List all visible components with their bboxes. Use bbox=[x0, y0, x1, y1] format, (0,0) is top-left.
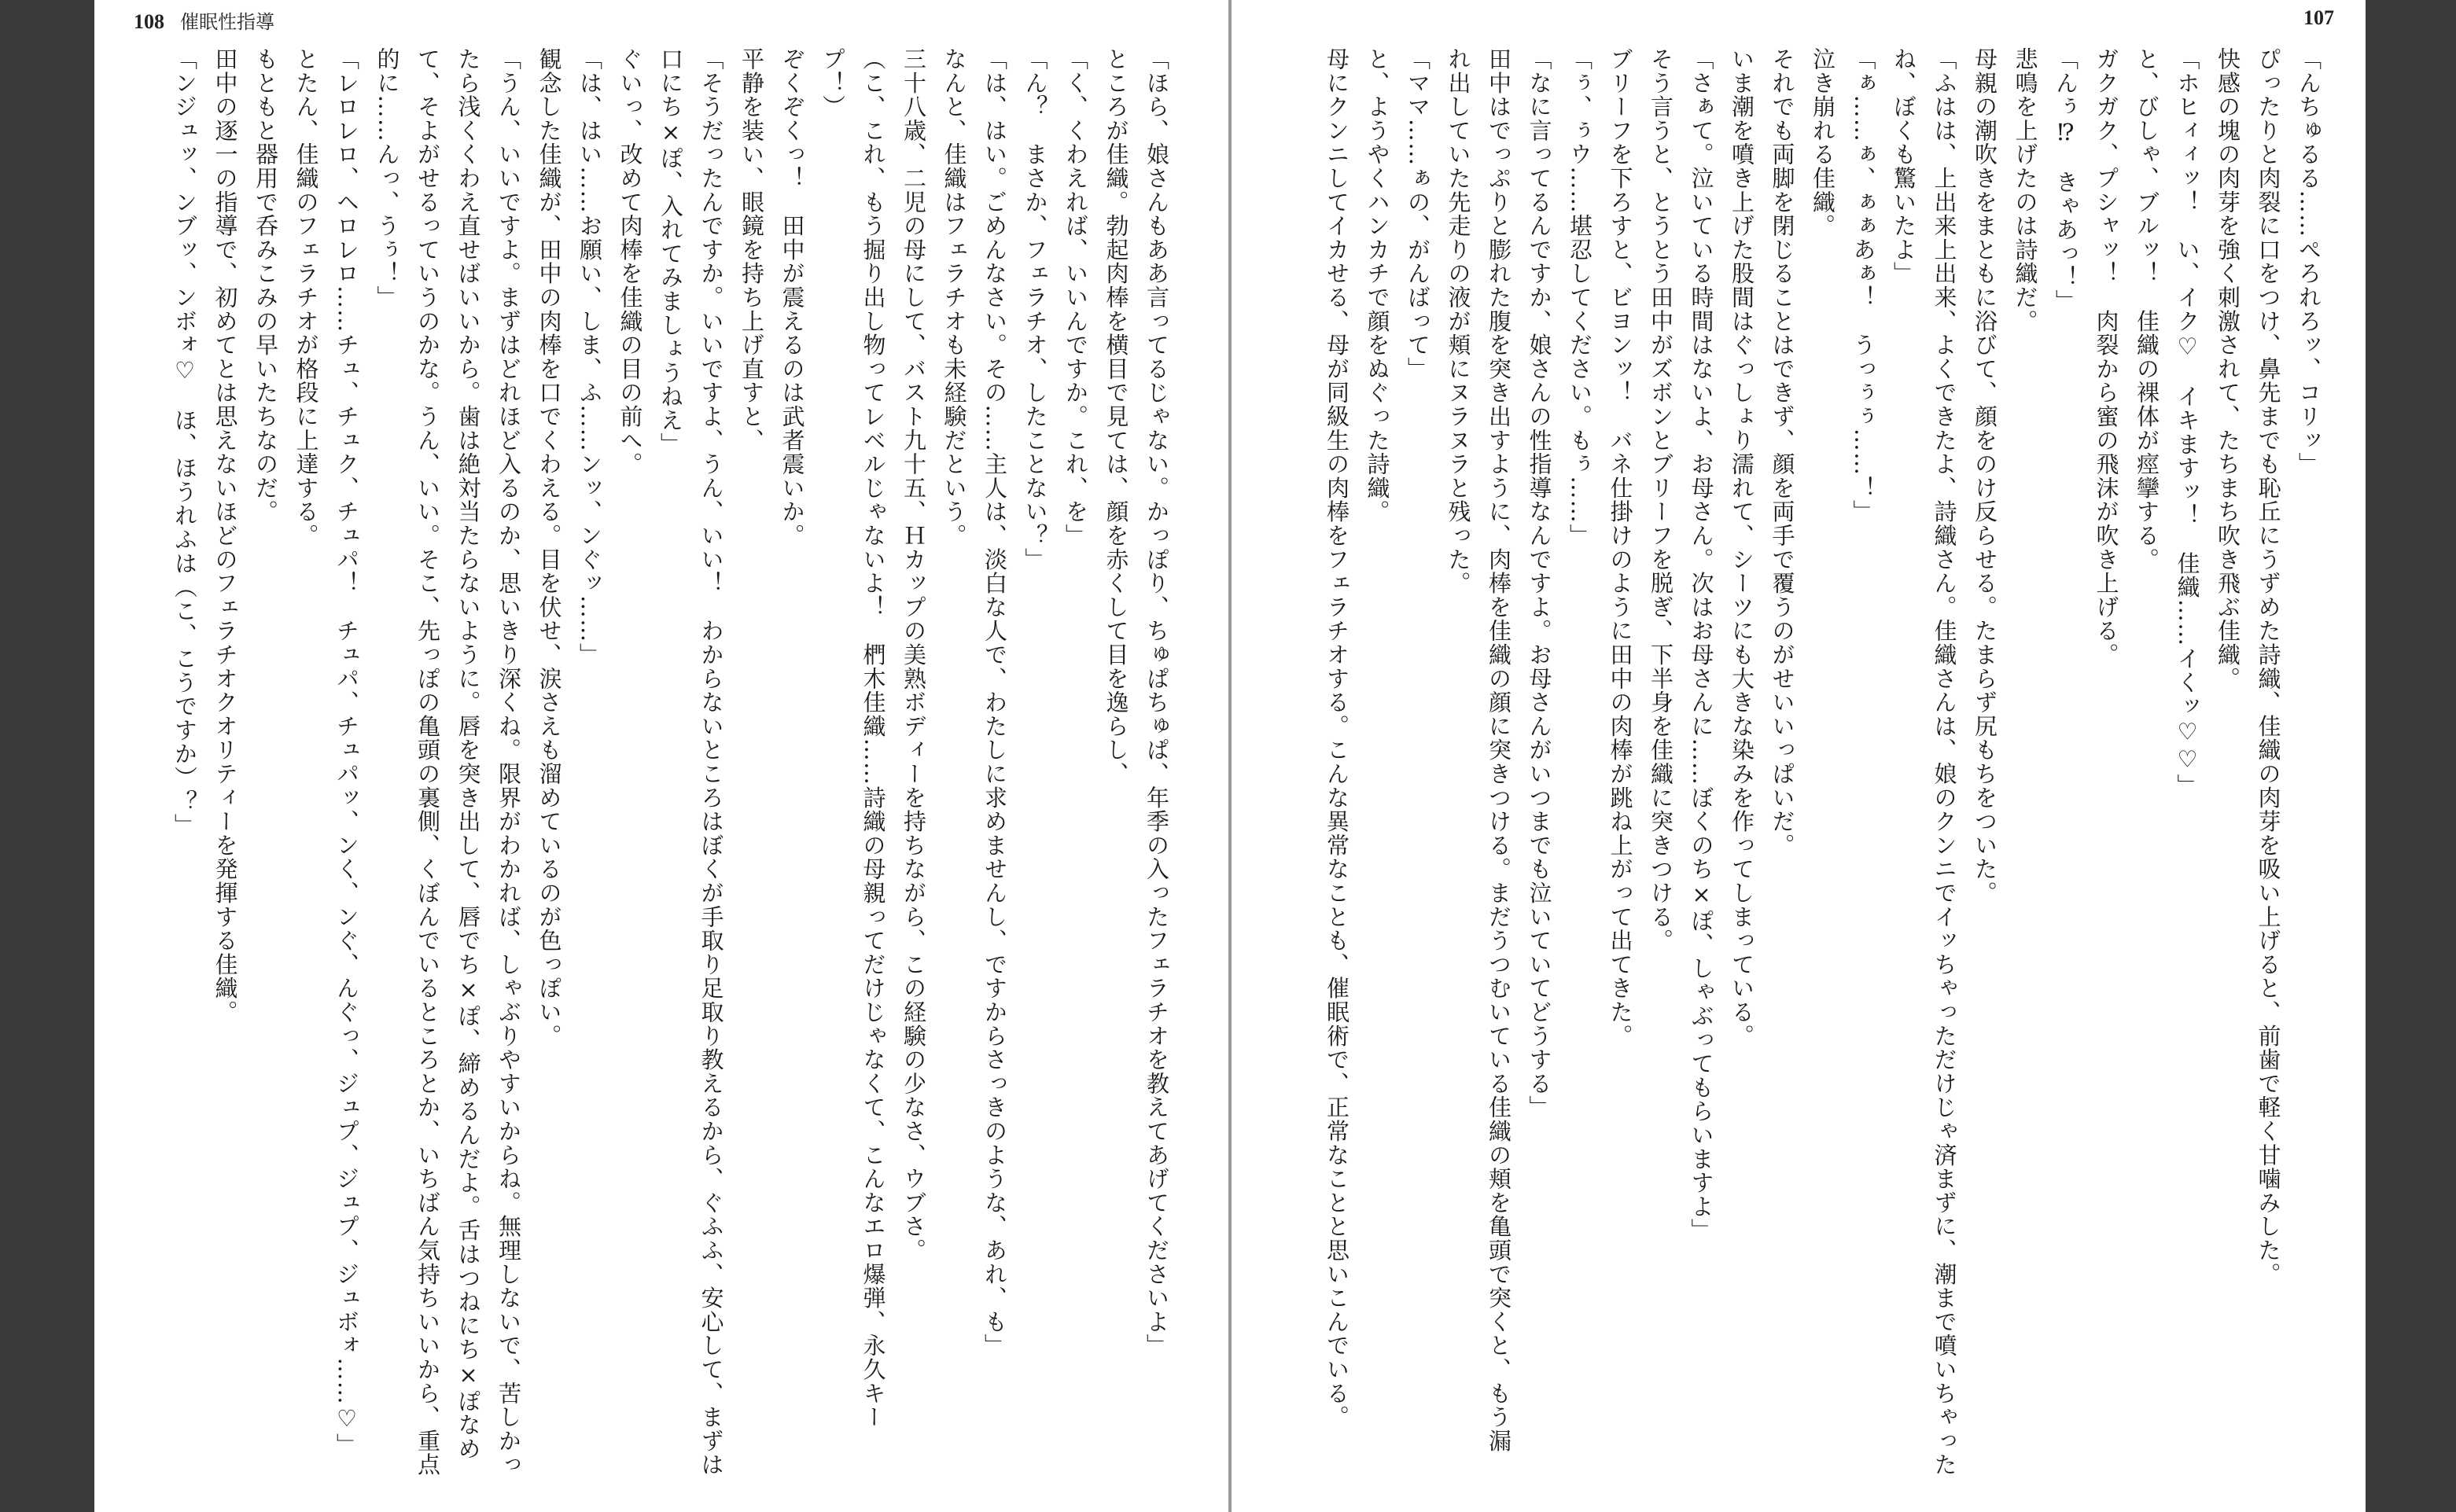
text-line: たら浅くくわえ直せばいいから。歯は絶対当たらないように。唇を突き出して、唇でち×ぽ、締めるんだよ。舌はつねにち×ぽなめ bbox=[455, 47, 482, 1461]
left-page-number: 108 bbox=[134, 10, 164, 33]
text-line: て、そよがせるっていうのかな。うん、いい。そこ、先っぽの亀頭の裏側、くぼんでいるところとか、いちばん気持ちいいから、重点 bbox=[414, 47, 441, 1477]
text-line: と、ようやくハンカチで顔をぬぐった詩織。 bbox=[1364, 47, 1391, 524]
text-line: 「なに言ってるんですか、娘さんの性指導なんですよ。お母さんがいつまでも泣いていてどうする」 bbox=[1526, 47, 1553, 1120]
text-line: 「うん、いいですよ。まずはどれほど入るのか、思いきり深くね。限界がわかれば、しゃぶりやすいからね。無理しないで、苦しかっ bbox=[495, 47, 522, 1477]
text-line: 的に……んっ、うぅ！」 bbox=[374, 47, 401, 310]
text-line: ぐいっ、改めて肉棒を佳織の目の前へ。 bbox=[617, 47, 644, 476]
text-line: なんと、佳織はフェラチオも未経験だという。 bbox=[941, 47, 968, 548]
text-line: 「ンジュッ、ンブッ、ンボォ♡ ほ、ほうれふは（こ、こうですか）？」 bbox=[171, 47, 198, 837]
left-page bbox=[94, 0, 1228, 1512]
text-line: 母親の潮吹きをまともに浴びて、顔をのけ反らせる。たまらず尻もちをついた。 bbox=[1972, 47, 1998, 905]
text-line: 「ふはは、上出来上出来、よくできたよ、詩織さん。佳織さんは、娘のクンニでイッちゃっただけじゃ済まずに、潮まで噴いちゃった bbox=[1931, 47, 1958, 1477]
text-line: 「は、はい。ごめんなさい。その……主人は、淡白な人で、わたしに求めませんし、ですからさっきのような、あれ、も」 bbox=[981, 47, 1008, 1358]
text-line: 「は、はい……お願い、しま、ふ……ンッ、ンぐッ……」 bbox=[576, 47, 603, 667]
text-line: 平静を装い、眼鏡を持ち上げ直すと、 bbox=[738, 47, 765, 453]
text-line: とたん、佳織のフェラチオが格段に上達する。 bbox=[293, 47, 320, 548]
text-line: ブリーフを下ろすと、ビヨンッ！ バネ仕掛けのように田中の肉棒が跳ね上がって出てきた。 bbox=[1607, 47, 1634, 1048]
text-line: そう言うと、とうとう田中がズボンとブリーフを脱ぎ、下半身を佳織に突きつける。 bbox=[1648, 47, 1674, 953]
text-line: ところが佳織。勃起肉棒を横目で見ては、顔を赤くして目を逸らし、 bbox=[1103, 47, 1130, 786]
text-line: ぞくぞくっ！ 田中が震えるのは武者震いか。 bbox=[779, 47, 806, 548]
text-line: 観念した佳織が、田中の肉棒を口でくわえる。目を伏せ、涙さえも溜めているのが色っぽい。 bbox=[536, 47, 563, 1048]
text-line: 「ぁ……ぁ、ぁぁあぁ！ うっぅぅ……！」 bbox=[1850, 47, 1877, 524]
text-line: 「ママ……ぁの、がんばって」 bbox=[1405, 47, 1431, 381]
text-line: と、びしゃ、ブルッ！ 佳織の裸体が痙攣する。 bbox=[2134, 47, 2160, 572]
text-line: 母にクンニしてイカせる、母が同級生の肉棒をフェラチオする。こんな異常なことも、催眠術で、正常なことと思いこんでいる。 bbox=[1324, 47, 1350, 1429]
text-line: 「んぅ⁉ きゃあっ！」 bbox=[2053, 47, 2079, 314]
text-line: 「ん？ まさか、フェラチオ、したことない？」 bbox=[1022, 47, 1049, 572]
text-line: ね、ぼくも驚いたよ」 bbox=[1891, 47, 1917, 285]
text-line: ガクガク、プシャッ！ 肉裂から蜜の飛沫が吹き上げる。 bbox=[2093, 47, 2120, 667]
text-line: もともと器用で呑みこみの早いたちなのだ。 bbox=[252, 47, 279, 524]
right-page-header bbox=[2303, 6, 2334, 30]
right-page-body bbox=[1316, 47, 2329, 1494]
running-title: 催眠性指導 bbox=[180, 11, 274, 33]
right-page bbox=[1232, 0, 2366, 1512]
text-line: 田中はでっぷりと膨れた腹を突き出すように、肉棒を佳織の顔に突きつける。まだうつむいている佳織の頬を亀頭で突くと、もう漏 bbox=[1486, 47, 1512, 1453]
text-line: 三十八歳、二児の母にして、バスト九十五、Ｈカップの美熟ボディーを持ちながら、この経験の少なさ、ウブさ。 bbox=[900, 47, 927, 1263]
text-line: 泣き崩れる佳織。 bbox=[1810, 47, 1836, 238]
left-page-header bbox=[134, 6, 274, 34]
text-line: 快感の塊の肉芽を強く刺激されて、たちまち吹き飛ぶ佳織。 bbox=[2215, 47, 2241, 691]
text-line: 「ほら、娘さんもああ言ってるじゃない。かっぽり、ちゅぱちゅぱ、年季の入ったフェラチオを教えてあげてくださいよ」 bbox=[1143, 47, 1170, 1358]
text-line: 口にち×ぽ、入れてみましょうねえ」 bbox=[657, 47, 684, 457]
text-line: 「く、くわえれば、いいんですか。これ、を」 bbox=[1062, 47, 1089, 548]
text-line: 「ホヒィィッ！ い、イク♡ イキますッ！ 佳織……イくッ♡♡」 bbox=[2174, 47, 2201, 798]
text-line: 「ぅ、ぅウ……堪忍してください。もぅ……」 bbox=[1567, 47, 1593, 548]
text-line: それでも両脚を閉じることはできず、顔を両手で覆うのがせいいっぱいだ。 bbox=[1769, 47, 1796, 858]
text-line: 「んちゅるる……ぺろれろッ、コリッ」 bbox=[2296, 47, 2322, 476]
text-line: いま潮を噴き上げた股間はぐっしょり濡れて、シーツにも大きな染みを作ってしまっている。 bbox=[1729, 47, 1755, 1048]
text-line: 「レロレロ、ヘロレロ……チュ、チュク、チュパ！ チュパ、チュパッ、ンく、ンぐ、んぐっ、ジュプ、ジュプ、ジュボォ……♡」 bbox=[333, 47, 360, 1457]
text-line: 田中の逐一の指導で、初めてとは思えないほどのフェラチオクオリティーを発揮する佳織。 bbox=[212, 47, 239, 1025]
text-line: ぴったりと肉裂に口をつけ、鼻先までも恥丘にうずめた詩織、佳織の肉芽を吸い上げると、前歯で軽く甘噛みした。 bbox=[2255, 47, 2282, 1286]
text-line: 「そうだったんですか。いいですよ、うん、いい！ わからないところはぼくが手取り足取り教えるから、ぐふふ、安心して、まずは bbox=[698, 47, 725, 1477]
right-page-number: 107 bbox=[2303, 6, 2334, 29]
text-line: 「さぁて。泣いている時間はないよ、お母さん。次はお母さんに……ぼくのち×ぽ、しゃぶってもらいますよ」 bbox=[1688, 47, 1715, 1242]
page-gutter bbox=[1228, 0, 1232, 1512]
left-page-body bbox=[164, 47, 1177, 1494]
text-line: れ出していた先走りの液が頬にヌラヌラと残った。 bbox=[1445, 47, 1472, 595]
text-line: 悲鳴を上げたのは詩織だ。 bbox=[2012, 47, 2039, 333]
text-line: プ！） bbox=[819, 47, 846, 119]
text-line: （こ、これ、もう掘り出し物ってレベルじゃないよ！ 椚木佳織……詩織の母親ってだけじゃなくて、こんなエロ爆弾、永久キー bbox=[860, 47, 887, 1429]
